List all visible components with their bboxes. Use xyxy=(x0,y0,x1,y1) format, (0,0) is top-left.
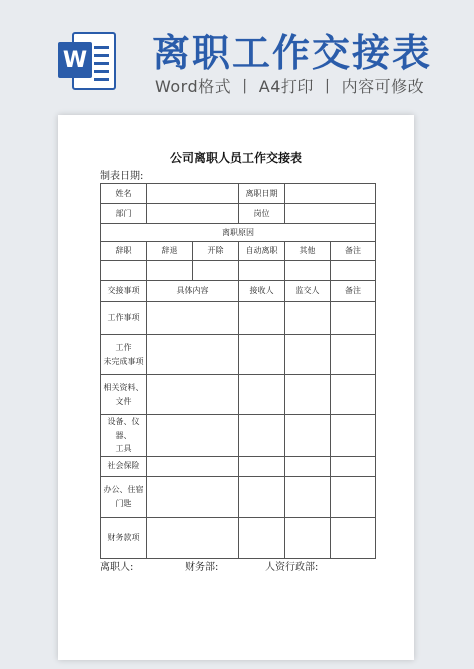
table-row xyxy=(101,335,376,375)
dept-label: 部门 xyxy=(101,204,147,224)
receiver-cell[interactable] xyxy=(239,517,285,558)
supervisor-cell[interactable] xyxy=(285,335,331,375)
remarks-cell[interactable] xyxy=(331,415,376,457)
table-row xyxy=(101,375,376,415)
receiver-header: 接收人 xyxy=(239,281,285,302)
supervisor-cell[interactable] xyxy=(285,302,331,335)
reason-cell[interactable] xyxy=(193,261,239,281)
reason-cell[interactable] xyxy=(239,261,285,281)
position-value-cell[interactable] xyxy=(285,204,376,224)
receiver-cell[interactable] xyxy=(239,456,285,476)
date-label: 制表日期: xyxy=(100,171,144,182)
supervisor-cell[interactable] xyxy=(285,415,331,457)
content-cell[interactable] xyxy=(147,476,239,517)
reason-header: 离职原因 xyxy=(101,224,376,242)
reason-self-leave: 自动离职 xyxy=(239,242,285,261)
header-banner xyxy=(0,0,474,105)
banner-title: 离职工作交接表 xyxy=(152,31,433,75)
content-header: 具体内容 xyxy=(147,281,239,302)
handover-item-header: 交接事项 xyxy=(101,281,147,302)
word-icon xyxy=(58,30,120,92)
handover-remarks-header: 备注 xyxy=(331,281,376,302)
item-keys: 办公、住宿 门匙 xyxy=(101,476,147,517)
table-row xyxy=(101,456,376,476)
leave-date-label: 离职日期 xyxy=(239,184,285,204)
name-label: 姓名 xyxy=(101,184,147,204)
table-row xyxy=(101,204,376,224)
reason-cell[interactable] xyxy=(147,261,193,281)
receiver-cell[interactable] xyxy=(239,335,285,375)
remarks-cell[interactable] xyxy=(331,302,376,335)
content-cell[interactable] xyxy=(147,302,239,335)
item-work: 工作事项 xyxy=(101,302,147,335)
table-row xyxy=(101,517,376,558)
table-row xyxy=(101,184,376,204)
reason-expelled: 开除 xyxy=(193,242,239,261)
dept-value-cell[interactable] xyxy=(147,204,239,224)
document-title: 公司离职人员工作交接表 xyxy=(169,151,302,165)
reason-cell[interactable] xyxy=(285,261,331,281)
content-cell[interactable] xyxy=(147,456,239,476)
item-unfinished: 工作 未完成事项 xyxy=(101,335,147,375)
supervisor-cell[interactable] xyxy=(285,456,331,476)
supervisor-cell[interactable] xyxy=(285,517,331,558)
remarks-cell[interactable] xyxy=(331,517,376,558)
handover-form-table xyxy=(100,183,376,559)
supervisor-header: 监交人 xyxy=(285,281,331,302)
reason-remarks: 备注 xyxy=(331,242,376,261)
table-row xyxy=(101,415,376,457)
hr-signature-label: 人资行政部: xyxy=(265,562,319,573)
position-label: 岗位 xyxy=(239,204,285,224)
leave-date-value-cell[interactable] xyxy=(285,184,376,204)
reason-dismissed: 辞退 xyxy=(147,242,193,261)
content-cell[interactable] xyxy=(147,335,239,375)
remarks-cell[interactable] xyxy=(331,476,376,517)
item-social-insurance: 社会保险 xyxy=(101,456,147,476)
table-row xyxy=(101,281,376,302)
reason-cell[interactable] xyxy=(331,261,376,281)
table-row xyxy=(101,302,376,335)
table-row xyxy=(101,242,376,261)
content-cell[interactable] xyxy=(147,517,239,558)
word-badge: W xyxy=(58,42,92,78)
receiver-cell[interactable] xyxy=(239,476,285,517)
finance-signature-label: 财务部: xyxy=(185,562,219,573)
remarks-cell[interactable] xyxy=(331,375,376,415)
item-finance: 财务款项 xyxy=(101,517,147,558)
item-equipment: 设备、仪器、 工具 xyxy=(101,415,147,457)
remarks-cell[interactable] xyxy=(331,335,376,375)
content-cell[interactable] xyxy=(147,375,239,415)
remarks-cell[interactable] xyxy=(331,456,376,476)
content-cell[interactable] xyxy=(147,415,239,457)
reason-resign: 辞职 xyxy=(101,242,147,261)
document-page xyxy=(58,115,414,660)
reason-cell[interactable] xyxy=(101,261,147,281)
name-value-cell[interactable] xyxy=(147,184,239,204)
banner-subtitle: Word格式 丨 A4打印 丨 内容可修改 xyxy=(155,77,425,96)
table-row xyxy=(101,261,376,281)
supervisor-cell[interactable] xyxy=(285,375,331,415)
receiver-cell[interactable] xyxy=(239,375,285,415)
reason-other: 其他 xyxy=(285,242,331,261)
table-row xyxy=(101,224,376,242)
leaver-signature-label: 离职人: xyxy=(100,562,134,573)
receiver-cell[interactable] xyxy=(239,302,285,335)
receiver-cell[interactable] xyxy=(239,415,285,457)
item-documents: 相关资料、 文件 xyxy=(101,375,147,415)
table-row xyxy=(101,476,376,517)
supervisor-cell[interactable] xyxy=(285,476,331,517)
